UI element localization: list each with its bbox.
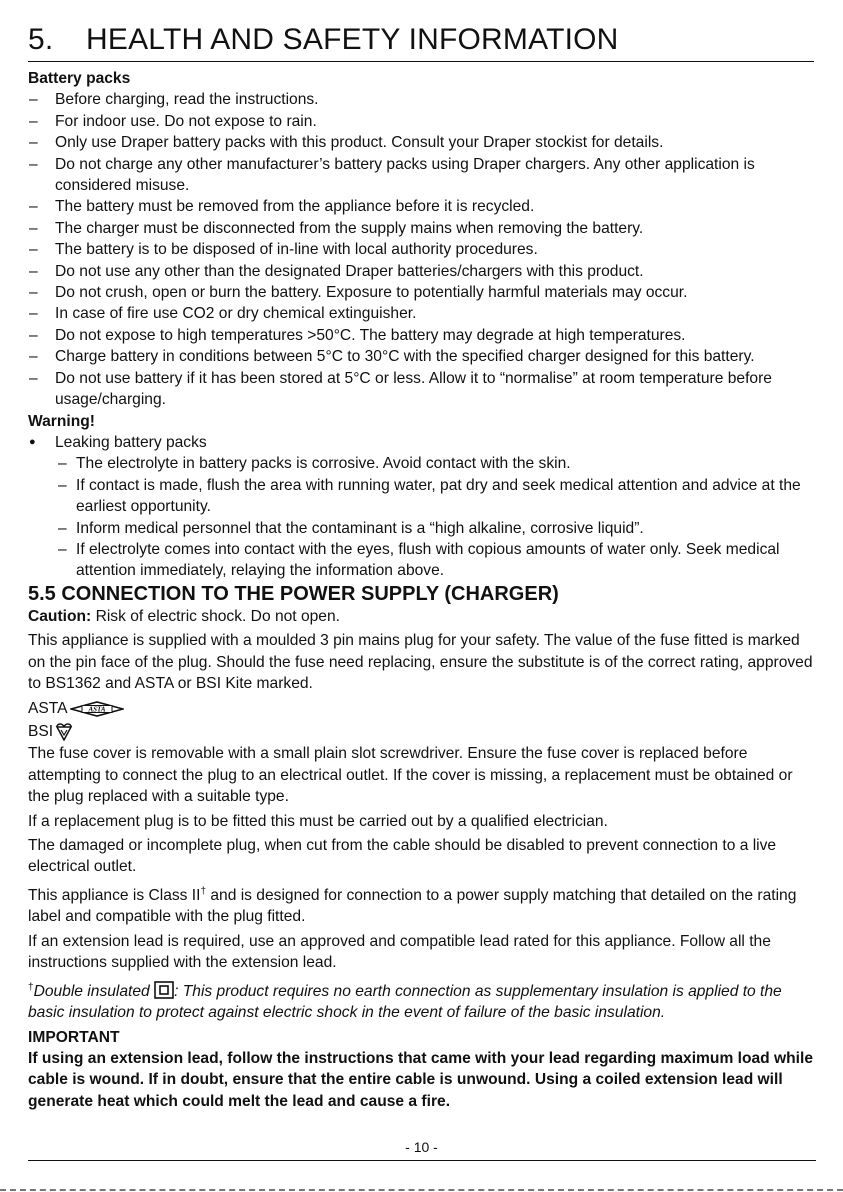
list-item: – The battery is to be disposed of in-line with local authority procedures. (28, 239, 814, 260)
list-item: – The electrolyte in battery packs is corrosive. Avoid contact with the skin. (28, 453, 814, 474)
list-item: – If contact is made, flush the area with running water, pat dry and seek medical attention and advice at the earliest opportunity. (28, 475, 814, 518)
list-item: – Inform medical personnel that the contaminant is a “high alkaline, corrosive liquid”. (28, 518, 814, 539)
list-item: – Before charging, read the instructions. (28, 89, 814, 110)
list-item: – Do not expose to high temperatures >50°C. The battery may degrade at high temperatures. (28, 325, 814, 346)
section-heading (28, 22, 814, 58)
list-item: – The battery must be removed from the appliance before it is recycled. (28, 196, 814, 217)
double-insulated-icon (154, 981, 174, 999)
footer-rule (28, 1160, 816, 1161)
warning-subheading: Warning! (28, 412, 95, 430)
battery-list (28, 89, 814, 410)
list-item: – Do not use any other than the designated Draper batteries/chargers with this product. (28, 261, 814, 282)
list-item: – For indoor use. Do not expose to rain. (28, 111, 814, 132)
bsi-mark-row (28, 720, 814, 743)
bsi-label: BSI (28, 723, 54, 741)
section-number: 5. (28, 23, 54, 56)
list-item: – Do not use battery if it has been stored at 5°C or less. Allow it to “normalise” at room temperature before usage/charging. (28, 368, 814, 411)
manual-page (28, 22, 814, 1115)
heading-rule (28, 61, 814, 62)
damaged-plug-paragraph: The damaged or incomplete plug, when cut from the cable should be disabled to prevent connection to a live electrical outlet. (28, 837, 777, 876)
list-item: – Do not charge any other manufacturer’s battery packs using Draper chargers. Any other application is considered misuse. (28, 154, 814, 197)
important-heading: IMPORTANT (28, 1028, 120, 1046)
dagger-mark: † (200, 885, 207, 897)
double-insulated-note (28, 977, 814, 1024)
list-item: – Only use Draper battery packs with this product. Consult your Draper stockist for details. (28, 132, 814, 153)
asta-mark-row (28, 697, 814, 720)
list-item: – Charge battery in conditions between 5°C to 30°C with the specified charger designed for this battery. (28, 346, 814, 367)
replacement-plug-paragraph: If a replacement plug is to be fitted this must be carried out by a qualified electrician. (28, 812, 608, 830)
list-item: – In case of fire use CO2 or dry chemical extinguisher. (28, 303, 814, 324)
bsi-kitemark-icon (55, 723, 73, 741)
list-item: – The charger must be disconnected from the supply mains when removing the battery. (28, 218, 814, 239)
list-item: – If electrolyte comes into contact with the eyes, flush with copious amounts of water only. Seek medical attention immediately, relaying the information above. (28, 539, 814, 582)
dagger-mark: † (28, 981, 34, 993)
class-ii-text: This appliance is Class II (28, 887, 201, 904)
caution-label: Caution: (28, 607, 92, 625)
warning-sublist (28, 453, 814, 581)
battery-subheading: Battery packs (28, 70, 131, 87)
caution-line (28, 606, 814, 627)
asta-logo-icon (70, 701, 124, 717)
list-item: ● Leaking battery packs (28, 432, 814, 453)
important-text: If using an extension lead, follow the instructions that came with your lead regarding maximum load while cable is wound. If in doubt, ensure that the entire cable is unwound. Using a coiled extension lead will generate heat which could melt the lead and cause a fire. (28, 1050, 814, 1110)
section-title: HEALTH AND SAFETY INFORMATION (86, 23, 619, 56)
class-ii-paragraph (28, 881, 814, 928)
caution-text: Risk of electric shock. Do not open. (91, 607, 340, 625)
connection-heading: 5.5 CONNECTION TO THE POWER SUPPLY (CHARGER) (28, 582, 559, 605)
plug-paragraph: This appliance is supplied with a moulded 3 pin mains plug for your safety. The value of the fuse fitted is marked on the pin face of the plug. Should the fuse need replacing, ensure the substitute is of the correct rating, approved to BS1362 and ASTA or BSI Kite marked. (28, 632, 813, 692)
asta-logo-text: ASTA (88, 705, 106, 714)
warning-list (28, 432, 814, 453)
extension-lead-paragraph: If an extension lead is required, use an approved and compatible lead rated for this appliance. Follow all the instructions supplied with the extension lead. (28, 932, 771, 972)
asta-label: ASTA (28, 700, 68, 718)
page-number: - 10 - (405, 1139, 438, 1155)
class-ii-text-rest: and is designed for connection to a power supply matching that detailed on the rating label and compatible with the plug fitted. (28, 887, 797, 926)
double-insulated-text: : This product requires no earth connection as supplementary insulation is applied to the basic insulation to protect against electric shock in the event of failure of the basic insulation. (28, 982, 782, 1022)
page-edge-border (0, 1189, 843, 1191)
list-item: – Do not crush, open or burn the battery. Exposure to potentially harmful materials may occur. (28, 282, 814, 303)
double-insulated-label: Double insulated (33, 982, 155, 1000)
fuse-cover-paragraph: The fuse cover is removable with a small plain slot screwdriver. Ensure the fuse cover is replaced before attempting to connect the plug to an electrical outlet. If the cover is missing, a replacement must be obtained or the plug replaced with a suitable type. (28, 745, 793, 806)
